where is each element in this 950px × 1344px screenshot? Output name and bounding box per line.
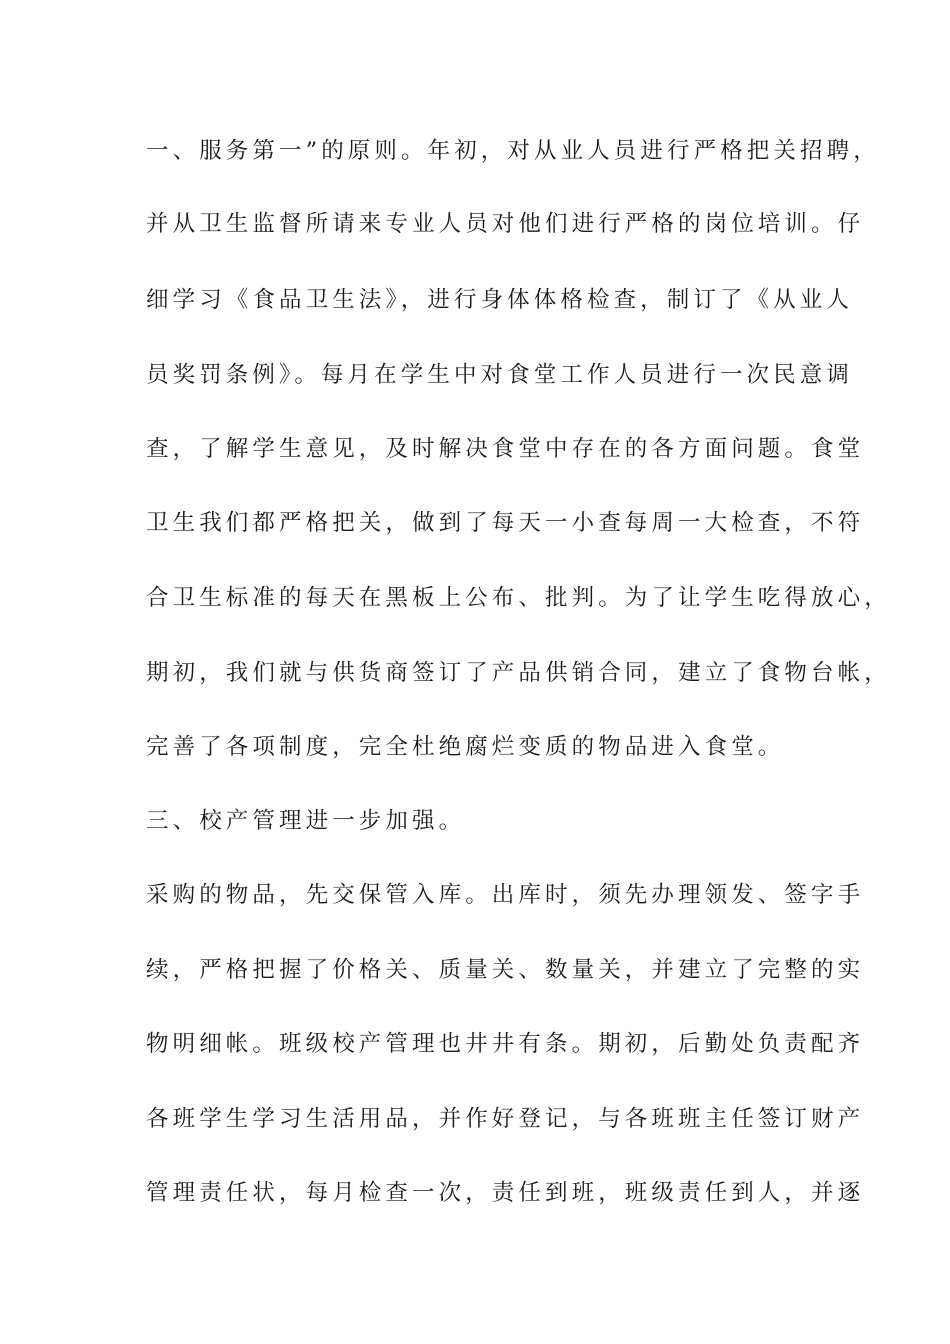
text-line: 合卫生标准的每天在黑板上公布、批判。为了让学生吃得放心， [146,585,891,611]
text-line: 续，严格把握了价格关、质量关、数量关，并建立了完整的实 [146,957,865,983]
text-line: 卫生我们都严格把关，做到了每天一小查每周一大检查，不符 [146,510,865,536]
text-line: 一、服务第一”的原则。年初，对从业人员进行严格把关招聘， [146,138,880,164]
text-line: 采购的物品，先交保管入库。出库时，须先办理领发、签字手 [146,882,865,908]
text-line: 并从卫生监督所请来专业人员对他们进行严格的岗位培训。仔 [146,211,865,237]
text-line: 员奖罚条例》。每月在学生中对食堂工作人员进行一次民意调 [146,362,853,388]
text-line: 物明细帐。班级校产管理也井井有条。期初，后勤处负责配齐 [146,1031,865,1057]
text-line: 细学习《食品卫生法》，进行身体体格检查，制订了《从业人 [146,287,853,313]
text-line: 查，了解学生意见，及时解决食堂中存在的各方面问题。食堂 [146,436,865,462]
text-line: 管理责任状，每月检查一次，责任到班，班级责任到人，并逐 [146,1180,865,1206]
text-line: 期初，我们就与供货商签订了产品供销合同，建立了食物台帐， [146,660,891,686]
section-heading: 三、校产管理进一步加强。 [146,808,466,834]
text-line: 各班学生学习生活用品，并作好登记，与各班班主任签订财产 [146,1106,865,1132]
text-line: 完善了各项制度，完全杜绝腐烂变质的物品进入食堂。 [146,734,785,760]
